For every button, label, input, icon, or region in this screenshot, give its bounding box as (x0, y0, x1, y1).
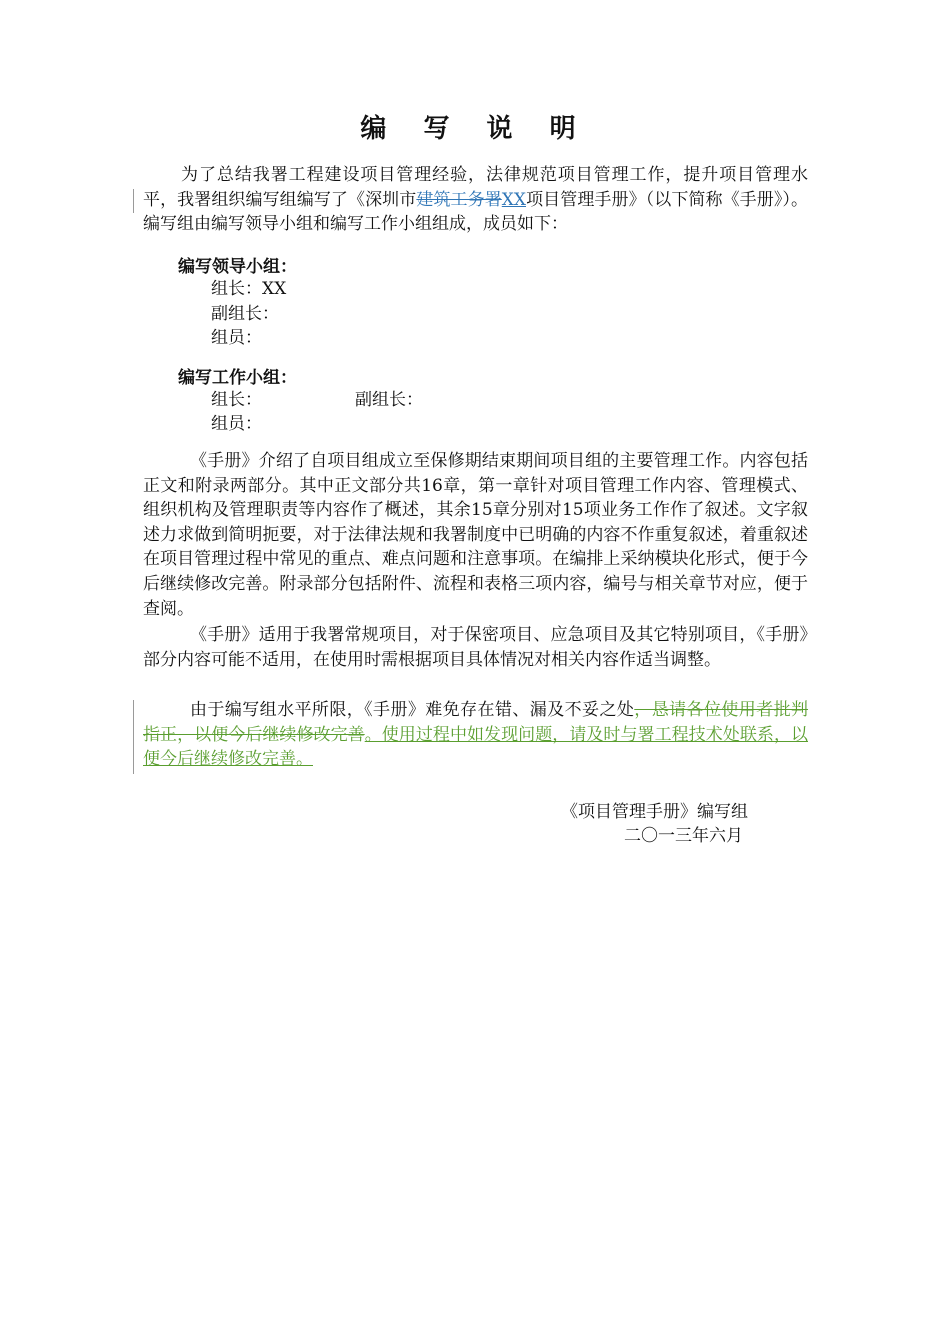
intro-paragraph (143, 163, 808, 237)
content-paragraph: 《手册》介绍了自项目组成立至保修期结束期间项目组的主要管理工作。内容包括正文和附录两部分。其中正文部分共16章，第一章针对项目管理工作内容、管理模式、组织机构及管理职责等内容作了概述，其余15章分别对15项业务工作作了叙述。文字叙述力求做到简明扼要，对于法律法规和我署制度中已明确的内容不作重复叙述，着重叙述在项目管理过程中常见的重点、难点问题和注意事项。在编排上采纳模块化形式，便于今后继续修改完善。附录部分包括附件、流程和表格三项内容，编号与相关章节对应，便于查阅。 (143, 451, 808, 619)
document-title: 编 写 说 明 (360, 114, 590, 144)
intro-text-start: 为了总结我署工程建设项目管理经验，法律规范项目管理工作，提升项目管理水平，我署组织编写组编写了《深圳市 (143, 165, 808, 210)
inserted-text: XX (501, 189, 526, 210)
lead-group-leader: 组长：XX (211, 279, 287, 299)
feedback-paragraph (143, 698, 808, 772)
work-group-deputy: 副组长： (355, 390, 423, 410)
deleted-text: 建筑工务署 (416, 189, 502, 210)
scope-paragraph: 《手册》适用于我署常规项目，对于保密项目、应急项目及其它特别项目，《手册》部分内容可能不适用，在使用时需根据项目具体情况对相关内容作适当调整。 (143, 625, 808, 670)
work-group-members: 组员： (211, 414, 262, 434)
lead-group-heading: 编写领导小组： (178, 257, 297, 277)
feedback-text-start: 由于编写组水平所限，《手册》难免存在错、漏及不妥之处 (190, 700, 635, 720)
change-bar (133, 700, 134, 774)
lead-group-members: 组员： (211, 328, 262, 348)
work-group-heading: 编写工作小组： (178, 368, 297, 388)
intro-text-end: 项目管理手册》（以下简称《手册》）。编写组由编写领导小组和编写工作小组组成，成员如下： (143, 189, 809, 235)
signature-org: 《项目管理手册》编写组 (561, 802, 748, 822)
lead-group-deputy: 副组长： (211, 304, 279, 324)
signature-date: 二〇一三年六月 (624, 826, 743, 846)
change-bar (133, 189, 134, 213)
work-group-leader: 组长： (211, 390, 262, 410)
inserted-text: 。使用过程中如发现问题，请及时与署工程技术处联系，以便今后继续修改完善。 (143, 724, 809, 770)
deleted-text: ，恳请各位使用者批判指正，以便今后继续修改完善 (143, 700, 809, 745)
